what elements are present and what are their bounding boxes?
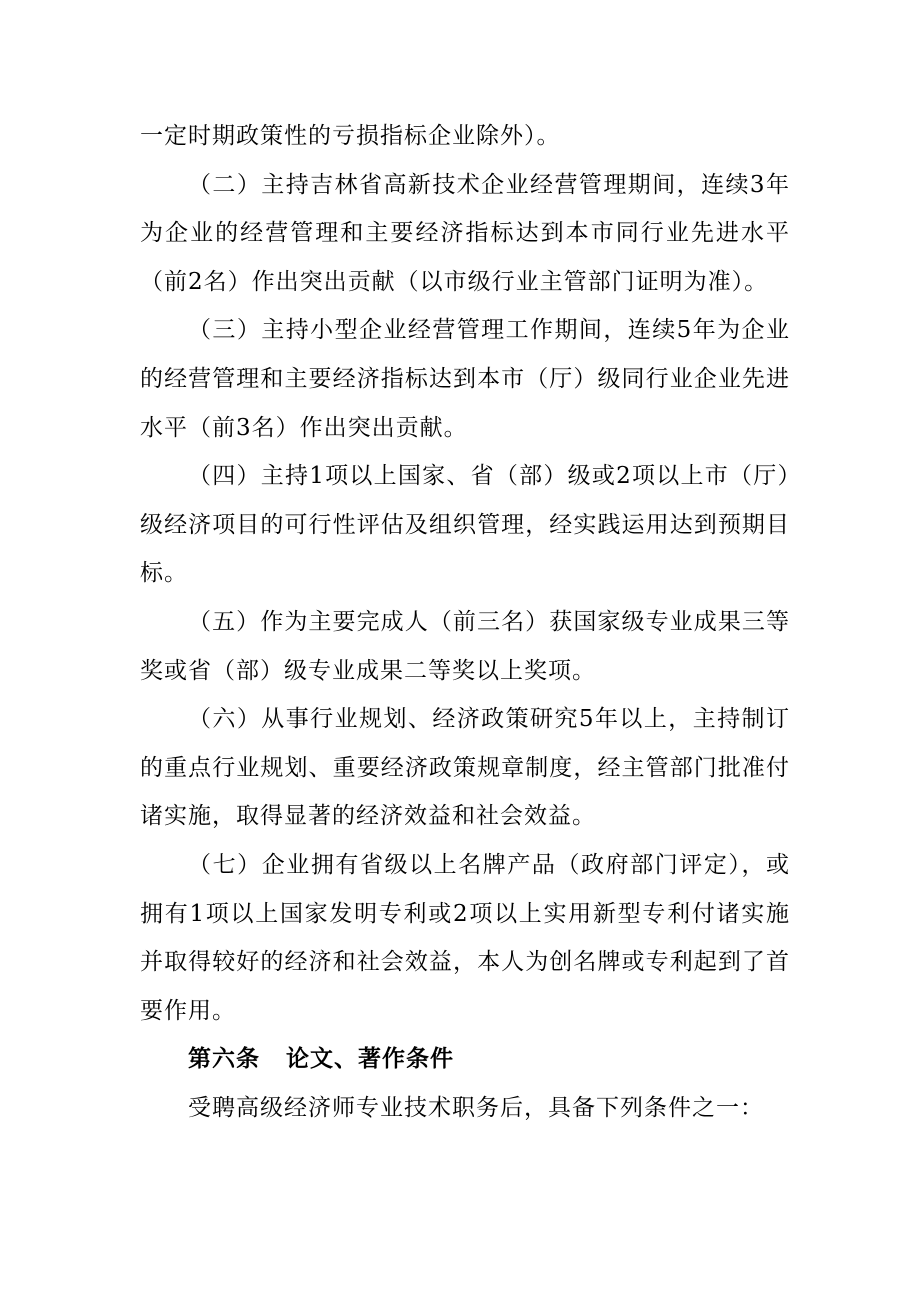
article-title: 论文、著作条件 xyxy=(286,1046,454,1073)
paragraph-item-4: （四）主持1项以上国家、省（部）级或2项以上市（厅）级经济项目的可行性评估及组织管理，经实践运用达到预期目标。 xyxy=(140,463,790,587)
paragraph-continuation: 一定时期政策性的亏损指标企业除外）。 xyxy=(140,123,561,149)
paragraph-item-7: （七）企业拥有省级以上名牌产品（政府部门评定），或拥有1项以上国家发明专利或2项以上实用新型专利付诸实施并取得较好的经济和社会效益，本人为创名牌或专利起到了首要作用。 xyxy=(140,851,790,1024)
closing-paragraph: 受聘高级经济师专业技术职务后，具备下列条件之一： xyxy=(188,1094,764,1121)
section-heading xyxy=(140,1035,790,1084)
paragraph-item-3: （三）主持小型企业经营管理工作期间，连续5年为企业的经营管理和主要经济指标达到本市（厅）级同行业企业先进水平（前3名）作出突出贡献。 xyxy=(140,317,790,441)
paragraph-item-6: （六）从事行业规划、经济政策研究5年以上，主持制订的重点行业规划、重要经济政策规章制度，经主管部门批准付诸实施，取得显著的经济效益和社会效益。 xyxy=(140,706,790,830)
paragraph-item-5: （五）作为主要完成人（前三名）获国家级专业成果三等奖或省（部）级专业成果二等奖以上奖项。 xyxy=(140,608,790,684)
article-number: 第六条 xyxy=(188,1046,260,1073)
paragraph-item-2: （二）主持吉林省高新技术企业经营管理期间，连续3年为企业的经营管理和主要经济指标达到本市同行业先进水平（前2名）作出突出贡献（以市级行业主管部门证明为准）。 xyxy=(140,171,790,295)
document-page xyxy=(140,112,790,1132)
